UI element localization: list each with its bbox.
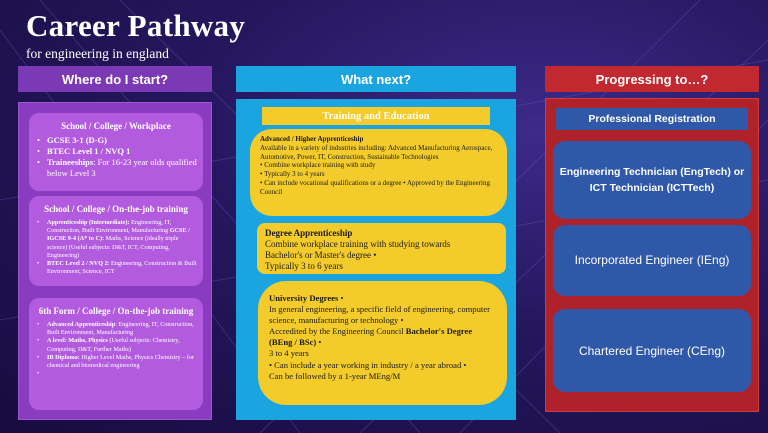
degree-apprenticeship-line: Typically 3 to 6 years	[265, 261, 343, 271]
list-item: • Apprenticeship (Intermediate): Engineering, IT, Construction, Built Environment, Manufacturing GCSE / IGCSE 9-4 (A* to C): Maths, Science (ideally triple science) (Useful subjects: D&T, ICT, Computing, Engineering)	[37, 219, 197, 260]
apprenticeship-title: Advanced / Higher Apprenticeship	[260, 135, 364, 143]
page-title: Career Pathway	[26, 8, 246, 43]
ieng-box: Incorporated Engineer (IEng)	[553, 225, 751, 296]
apprenticeship-body: Available in a variety of industries including: Advanced Manufacturing Aerospace, Automotive, Power, IT, Construction, Sustainable Technologies	[260, 143, 493, 161]
list-item: • A level: Maths, Physics (Useful subjects: Chemistry, Computing, D&T, Further Maths)	[37, 337, 197, 353]
start-box-sixth-form	[29, 298, 203, 410]
apprenticeship-line: • Typically 3 to 4 years	[260, 170, 325, 179]
list-item: • Traineeships: For 16-23 year olds qualified below Level 3	[37, 157, 197, 179]
list-item: • IB Diploma: Higher Level Maths, Physics Chemistry – for chemical and biomedical engineering	[37, 354, 197, 370]
university-line: • Can include a year working in industry / a year abroad •	[269, 359, 467, 370]
university-line: 3 to 4 years	[269, 348, 309, 359]
university-title: University Degrees	[269, 293, 339, 303]
list-item: • BTEC Level 1 / NVQ 1	[37, 146, 197, 157]
degree-apprenticeship-box	[257, 223, 506, 274]
page-subtitle: for engineering in england	[26, 46, 169, 61]
engtech-box: Engineering Technician (EngTech) or ICT Technician (ICTTech)	[553, 141, 751, 219]
column-heading-next: What next?	[236, 66, 516, 92]
apprenticeship-line: • Can include vocational qualifications or a degree • Approved by the Engineering Council	[260, 178, 490, 196]
list-item: • Advanced Apprenticeship: Engineering, IT, Construction, Built Environment, Manufacturing	[37, 321, 197, 337]
list-item: • BTEC Level 2 / NVQ 2: Engineering, Construction & Built Environment, Science, ICT	[37, 260, 197, 276]
apprenticeship-line: • Combine workplace training with study	[260, 161, 376, 170]
start-box-school	[29, 113, 203, 191]
university-line: Can be followed by a 1-year MEng/M	[269, 370, 401, 381]
university-line: Accredited by the Engineering Council Bachelor's Degree (BEng / BSc) •	[269, 326, 473, 348]
start-box-title: School / College / Workplace	[61, 121, 171, 131]
ceng-box: Chartered Engineer (CEng)	[553, 309, 751, 392]
start-box-title: 6th Form / College / On-the-job training	[38, 306, 194, 316]
training-title: Training and Education	[262, 107, 490, 125]
university-box: University Degrees • In general engineering, a specific field of engineering, computer science, manufacturing or technology • Accredited by the Engineering Council Bachelor's Degree (BEng / BSc) • 3 to 4 years • Can include a year working in industry / a year abroad • Can be followed by a 1-year MEng/M	[258, 281, 507, 405]
list-item: • GCSE 3-1 (D-G)	[37, 135, 197, 146]
degree-apprenticeship-line: Combine workplace training with studying towards	[265, 239, 451, 249]
registration-title: Professional Registration	[556, 108, 748, 130]
column-heading-progress: Progressing to…?	[545, 66, 759, 92]
degree-apprenticeship-title: Degree Apprenticeship	[265, 228, 353, 238]
start-box-title: School / College / On-the-job training	[44, 204, 188, 214]
university-line: In general engineering, a specific field of engineering, computer science, manufacturing or technology •	[269, 304, 490, 326]
column-heading-start: Where do I start?	[18, 66, 212, 92]
apprenticeship-box	[250, 129, 507, 216]
start-box-on-job	[29, 196, 203, 286]
degree-apprenticeship-line: Bachelor's or Master's degree •	[265, 250, 377, 260]
